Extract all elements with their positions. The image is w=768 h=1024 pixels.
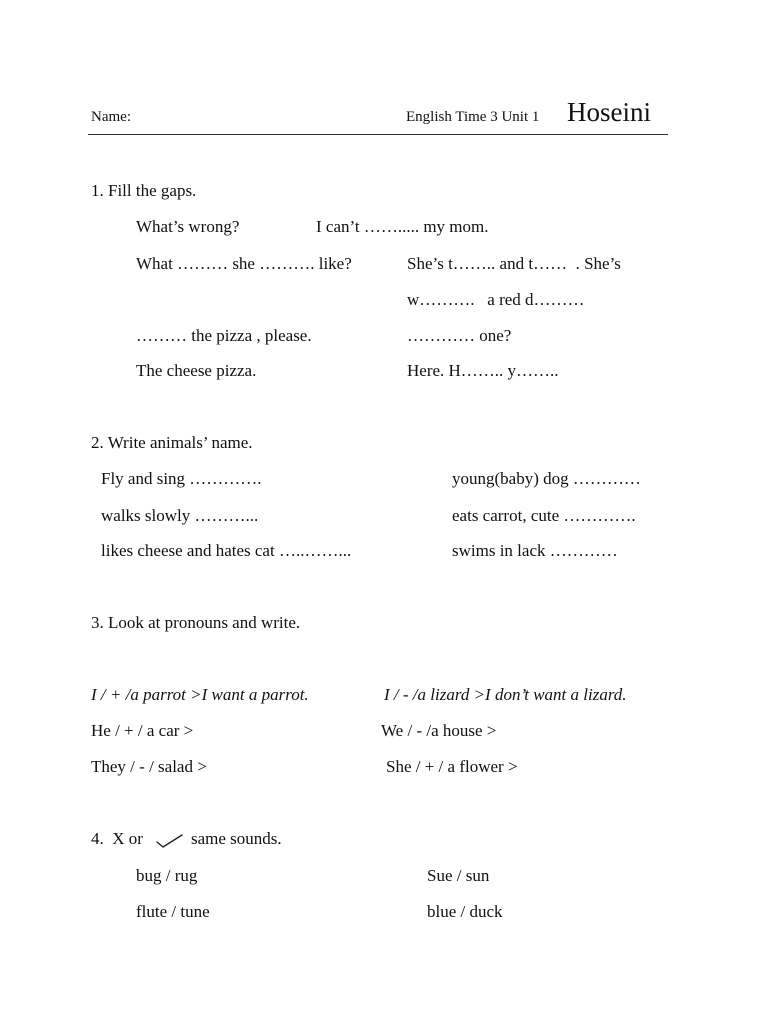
s1-row-4-left: ……… the pizza , please. — [136, 326, 312, 345]
section-4-title: 4. X or — [91, 829, 143, 848]
s3-row-2-left: They / - / salad > — [91, 757, 207, 776]
s4-row-2-right: blue / duck — [427, 902, 503, 921]
section-3-title: 3. Look at pronouns and write. — [91, 613, 301, 632]
s3-row-1-right: We / - /a house > — [381, 721, 497, 740]
name-label: Name: — [91, 109, 131, 125]
checkmark-icon — [155, 832, 185, 850]
s2-row-3-right: swims in lack ………… — [452, 541, 618, 560]
s1-row-5-left: The cheese pizza. — [136, 361, 257, 380]
section-2-title: 2. Write animals’ name. — [91, 433, 253, 452]
s2-row-2-right: eats carrot, cute …………. — [452, 506, 636, 525]
s1-row-2-right: She’s t…….. and t…… . She’s — [407, 254, 621, 273]
s1-row-1-left: What’s wrong? — [136, 217, 240, 236]
s4-row-1-right: Sue / sun — [427, 866, 490, 885]
s3-row-2-right: She / + / a flower > — [386, 757, 518, 776]
s2-row-3-left: likes cheese and hates cat …..……... — [101, 541, 352, 560]
s1-row-4-right: ………… one? — [407, 326, 512, 345]
s2-row-1-right: young(baby) dog ………… — [452, 469, 641, 488]
s3-example-1: I / + /a parrot >I want a parrot. — [91, 685, 309, 704]
s4-row-1-left: bug / rug — [136, 866, 198, 885]
s1-row-2-left: What ……… she ………. like? — [136, 254, 352, 273]
course-title: English Time 3 Unit 1 — [406, 109, 540, 125]
s4-row-2-left: flute / tune — [136, 902, 210, 921]
s1-row-3-right: w………. a red d……… — [407, 290, 585, 309]
s2-row-2-left: walks slowly ………... — [101, 506, 259, 525]
section-4-title-suffix: same sounds. — [191, 829, 282, 848]
s3-example-2: I / - /a lizard >I don’t want a lizard. — [384, 685, 627, 704]
s2-row-1-left: Fly and sing …………. — [101, 469, 262, 488]
header-rule — [88, 134, 668, 135]
s3-row-1-left: He / + / a car > — [91, 721, 194, 740]
section-1-title: 1. Fill the gaps. — [91, 181, 197, 200]
s1-row-5-right: Here. H…….. y…….. — [407, 361, 559, 380]
author-name: Hoseini — [567, 97, 651, 127]
s1-row-1-right: I can’t ……..... my mom. — [316, 217, 489, 236]
